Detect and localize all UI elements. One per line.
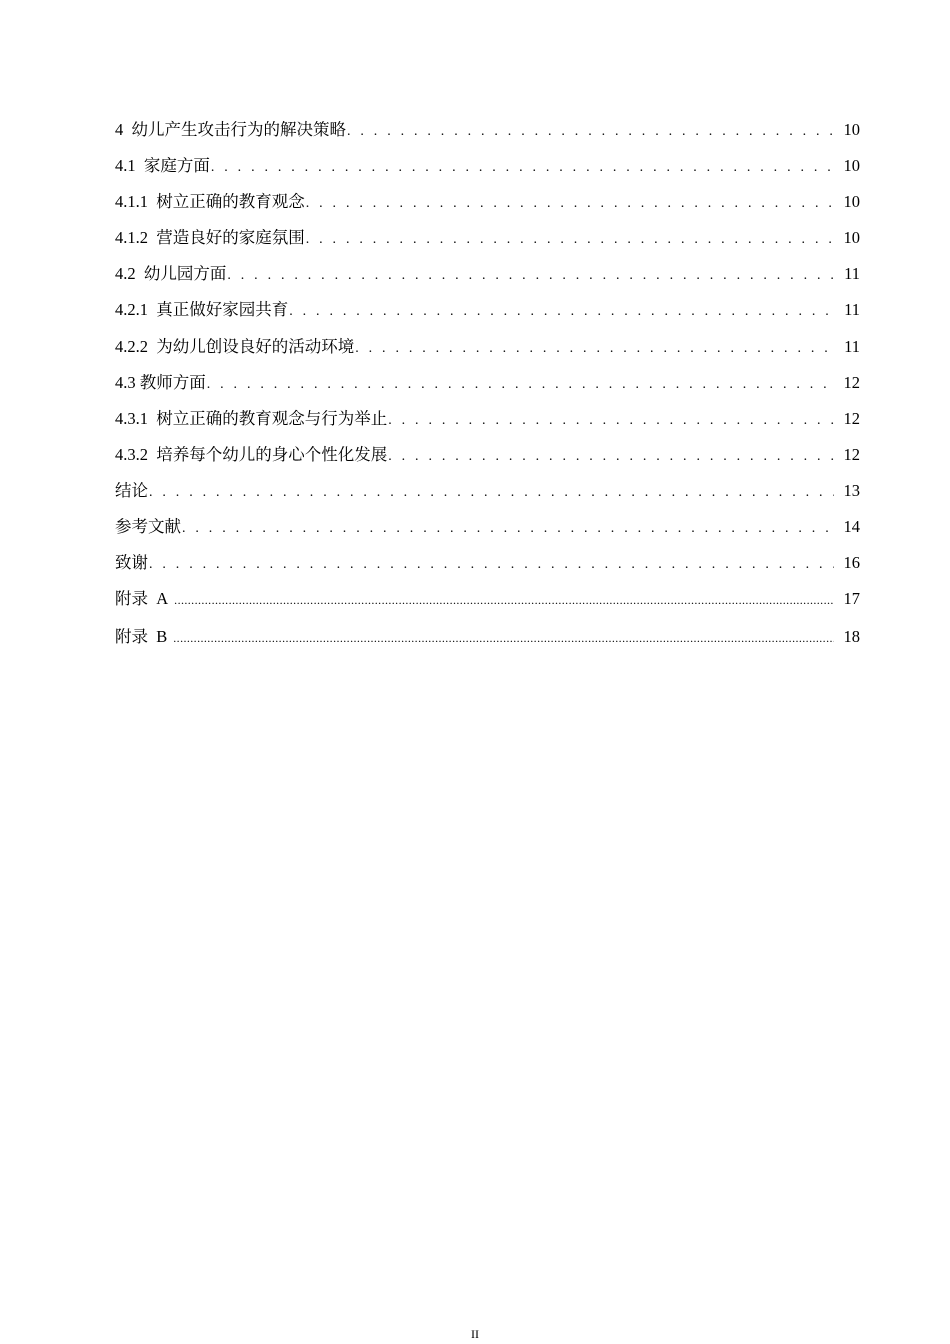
toc-entry[interactable]	[115, 515, 860, 551]
toc-entry[interactable]	[115, 407, 860, 443]
toc-dot-leader	[227, 264, 834, 288]
toc-entry[interactable]	[115, 371, 860, 407]
toc-dot-leader	[207, 373, 834, 397]
toc-entry[interactable]	[115, 443, 860, 479]
toc-dot-leader	[289, 300, 834, 324]
toc-entry[interactable]	[115, 226, 860, 262]
toc-dot-leader	[388, 445, 834, 469]
toc-entry-page: 16	[843, 553, 860, 573]
toc-entry[interactable]	[115, 118, 860, 154]
toc-entry-title: 4.2.2 为幼儿创设良好的活动环境	[115, 336, 355, 356]
toc-entry-page: 12	[843, 444, 860, 464]
toc-entry[interactable]	[115, 551, 860, 587]
toc-entry-title: 4.2.1 真正做好家园共育	[115, 300, 289, 320]
toc-dot-leader	[388, 409, 834, 433]
toc-dot-leader	[306, 192, 834, 216]
table-of-contents	[115, 118, 860, 663]
toc-entry-page: 10	[843, 120, 860, 139]
toc-entry-title: 致谢	[115, 553, 148, 573]
toc-entry[interactable]	[115, 587, 860, 625]
toc-dot-leader	[174, 588, 834, 612]
toc-entry[interactable]	[115, 625, 860, 663]
toc-entry-page: 13	[843, 480, 860, 500]
page-number: II	[471, 1327, 479, 1341]
toc-entry-title: 结论	[115, 480, 148, 500]
toc-entry-page: 11	[844, 300, 860, 320]
toc-entry-title: 4.3.1 树立正确的教育观念与行为举止	[115, 408, 388, 428]
toc-entry-page: 10	[843, 192, 860, 212]
toc-entry[interactable]	[115, 190, 860, 226]
toc-dot-leader	[306, 228, 834, 252]
toc-entry-page: 11	[844, 336, 860, 356]
toc-entry-title: 附录 B	[115, 627, 168, 647]
toc-entry-title: 4.1.1 树立正确的教育观念	[115, 192, 305, 212]
toc-dot-leader	[347, 120, 834, 144]
toc-entry-page: 12	[843, 372, 860, 392]
toc-entry-page: 12	[843, 408, 860, 428]
toc-dot-leader	[182, 517, 834, 541]
toc-entry[interactable]	[115, 479, 860, 515]
toc-entry-title: 4.1 家庭方面	[115, 156, 210, 176]
toc-dot-leader	[355, 337, 834, 361]
toc-dot-leader	[173, 626, 834, 650]
toc-entry-page: 17	[843, 589, 860, 609]
toc-dot-leader	[211, 156, 834, 180]
toc-entry-title: 4.3 教师方面	[115, 372, 206, 392]
toc-entry[interactable]	[115, 298, 860, 334]
toc-entry-title: 4.1.2 营造良好的家庭氛围	[115, 228, 305, 248]
toc-entry-page: 14	[843, 517, 860, 537]
toc-entry-title: 附录 A	[115, 589, 169, 609]
toc-entry-title: 4 幼儿产生攻击行为的解决策略	[115, 120, 346, 139]
toc-dot-leader	[149, 553, 834, 577]
toc-entry-page: 11	[844, 264, 860, 284]
toc-entry-page: 18	[843, 627, 860, 647]
toc-entry-title: 4.3.2 培养每个幼儿的身心个性化发展	[115, 444, 388, 464]
toc-entry-page: 10	[843, 156, 860, 176]
toc-entry[interactable]	[115, 154, 860, 190]
toc-dot-leader	[149, 481, 834, 505]
toc-entry-title: 参考文献	[115, 517, 181, 537]
toc-entry[interactable]	[115, 262, 860, 298]
toc-entry-title: 4.2 幼儿园方面	[115, 264, 227, 284]
toc-entry-page: 10	[843, 228, 860, 248]
toc-entry[interactable]	[115, 335, 860, 371]
